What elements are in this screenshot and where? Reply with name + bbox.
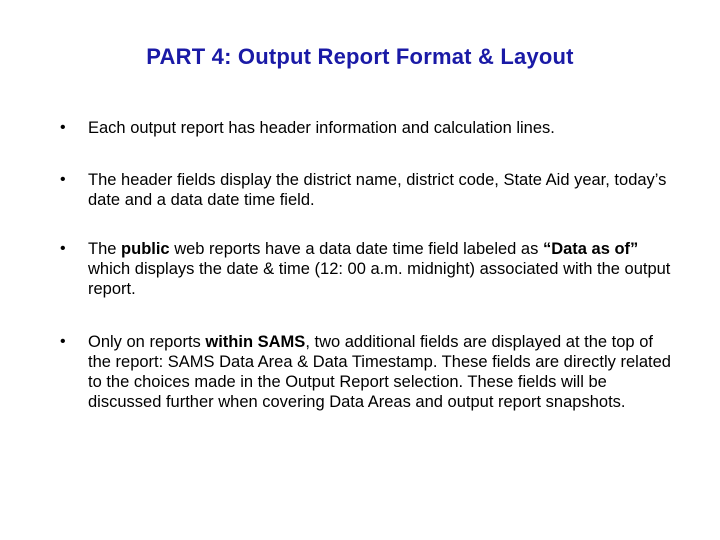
bullet-text-part: The <box>88 240 122 258</box>
bullet-dot-icon: • <box>60 240 66 257</box>
bullet-bold-text: public <box>121 240 170 258</box>
bullet-text: The header fields display the district name, district code, State Aid year, today’s date and a data date time field. <box>88 171 667 209</box>
bullet-item <box>60 170 672 210</box>
bullet-text-part: which displays the date & time (12: 00 a.m. midnight) associated with the output report. <box>88 260 671 298</box>
bullet-text-part: Only on reports <box>88 333 206 351</box>
bullet-text-part: web reports have a data date time field labeled as <box>169 240 543 258</box>
bullet-item <box>60 239 672 299</box>
bullet-bold-text: “Data as of” <box>542 240 639 258</box>
bullet-dot-icon: • <box>60 333 66 350</box>
bullet-item <box>60 332 672 412</box>
bullet-list <box>60 118 672 444</box>
slide-title: PART 4: Output Report Format & Layout <box>146 44 574 69</box>
bullet-bold-text: within SAMS <box>205 333 306 351</box>
bullet-text: Each output report has header information and calculation lines. <box>88 119 555 137</box>
bullet-dot-icon: • <box>60 171 66 188</box>
bullet-text-part: , two additional fields are displayed at the top of the report: SAMS Data Area & Data Timestamp. These fields are directly related to the choices made in the Output Report selection. These fields will be discussed further when covering Data Areas and output report snapshots. <box>88 333 671 411</box>
bullet-dot-icon: • <box>60 119 66 136</box>
bullet-item <box>60 118 672 138</box>
